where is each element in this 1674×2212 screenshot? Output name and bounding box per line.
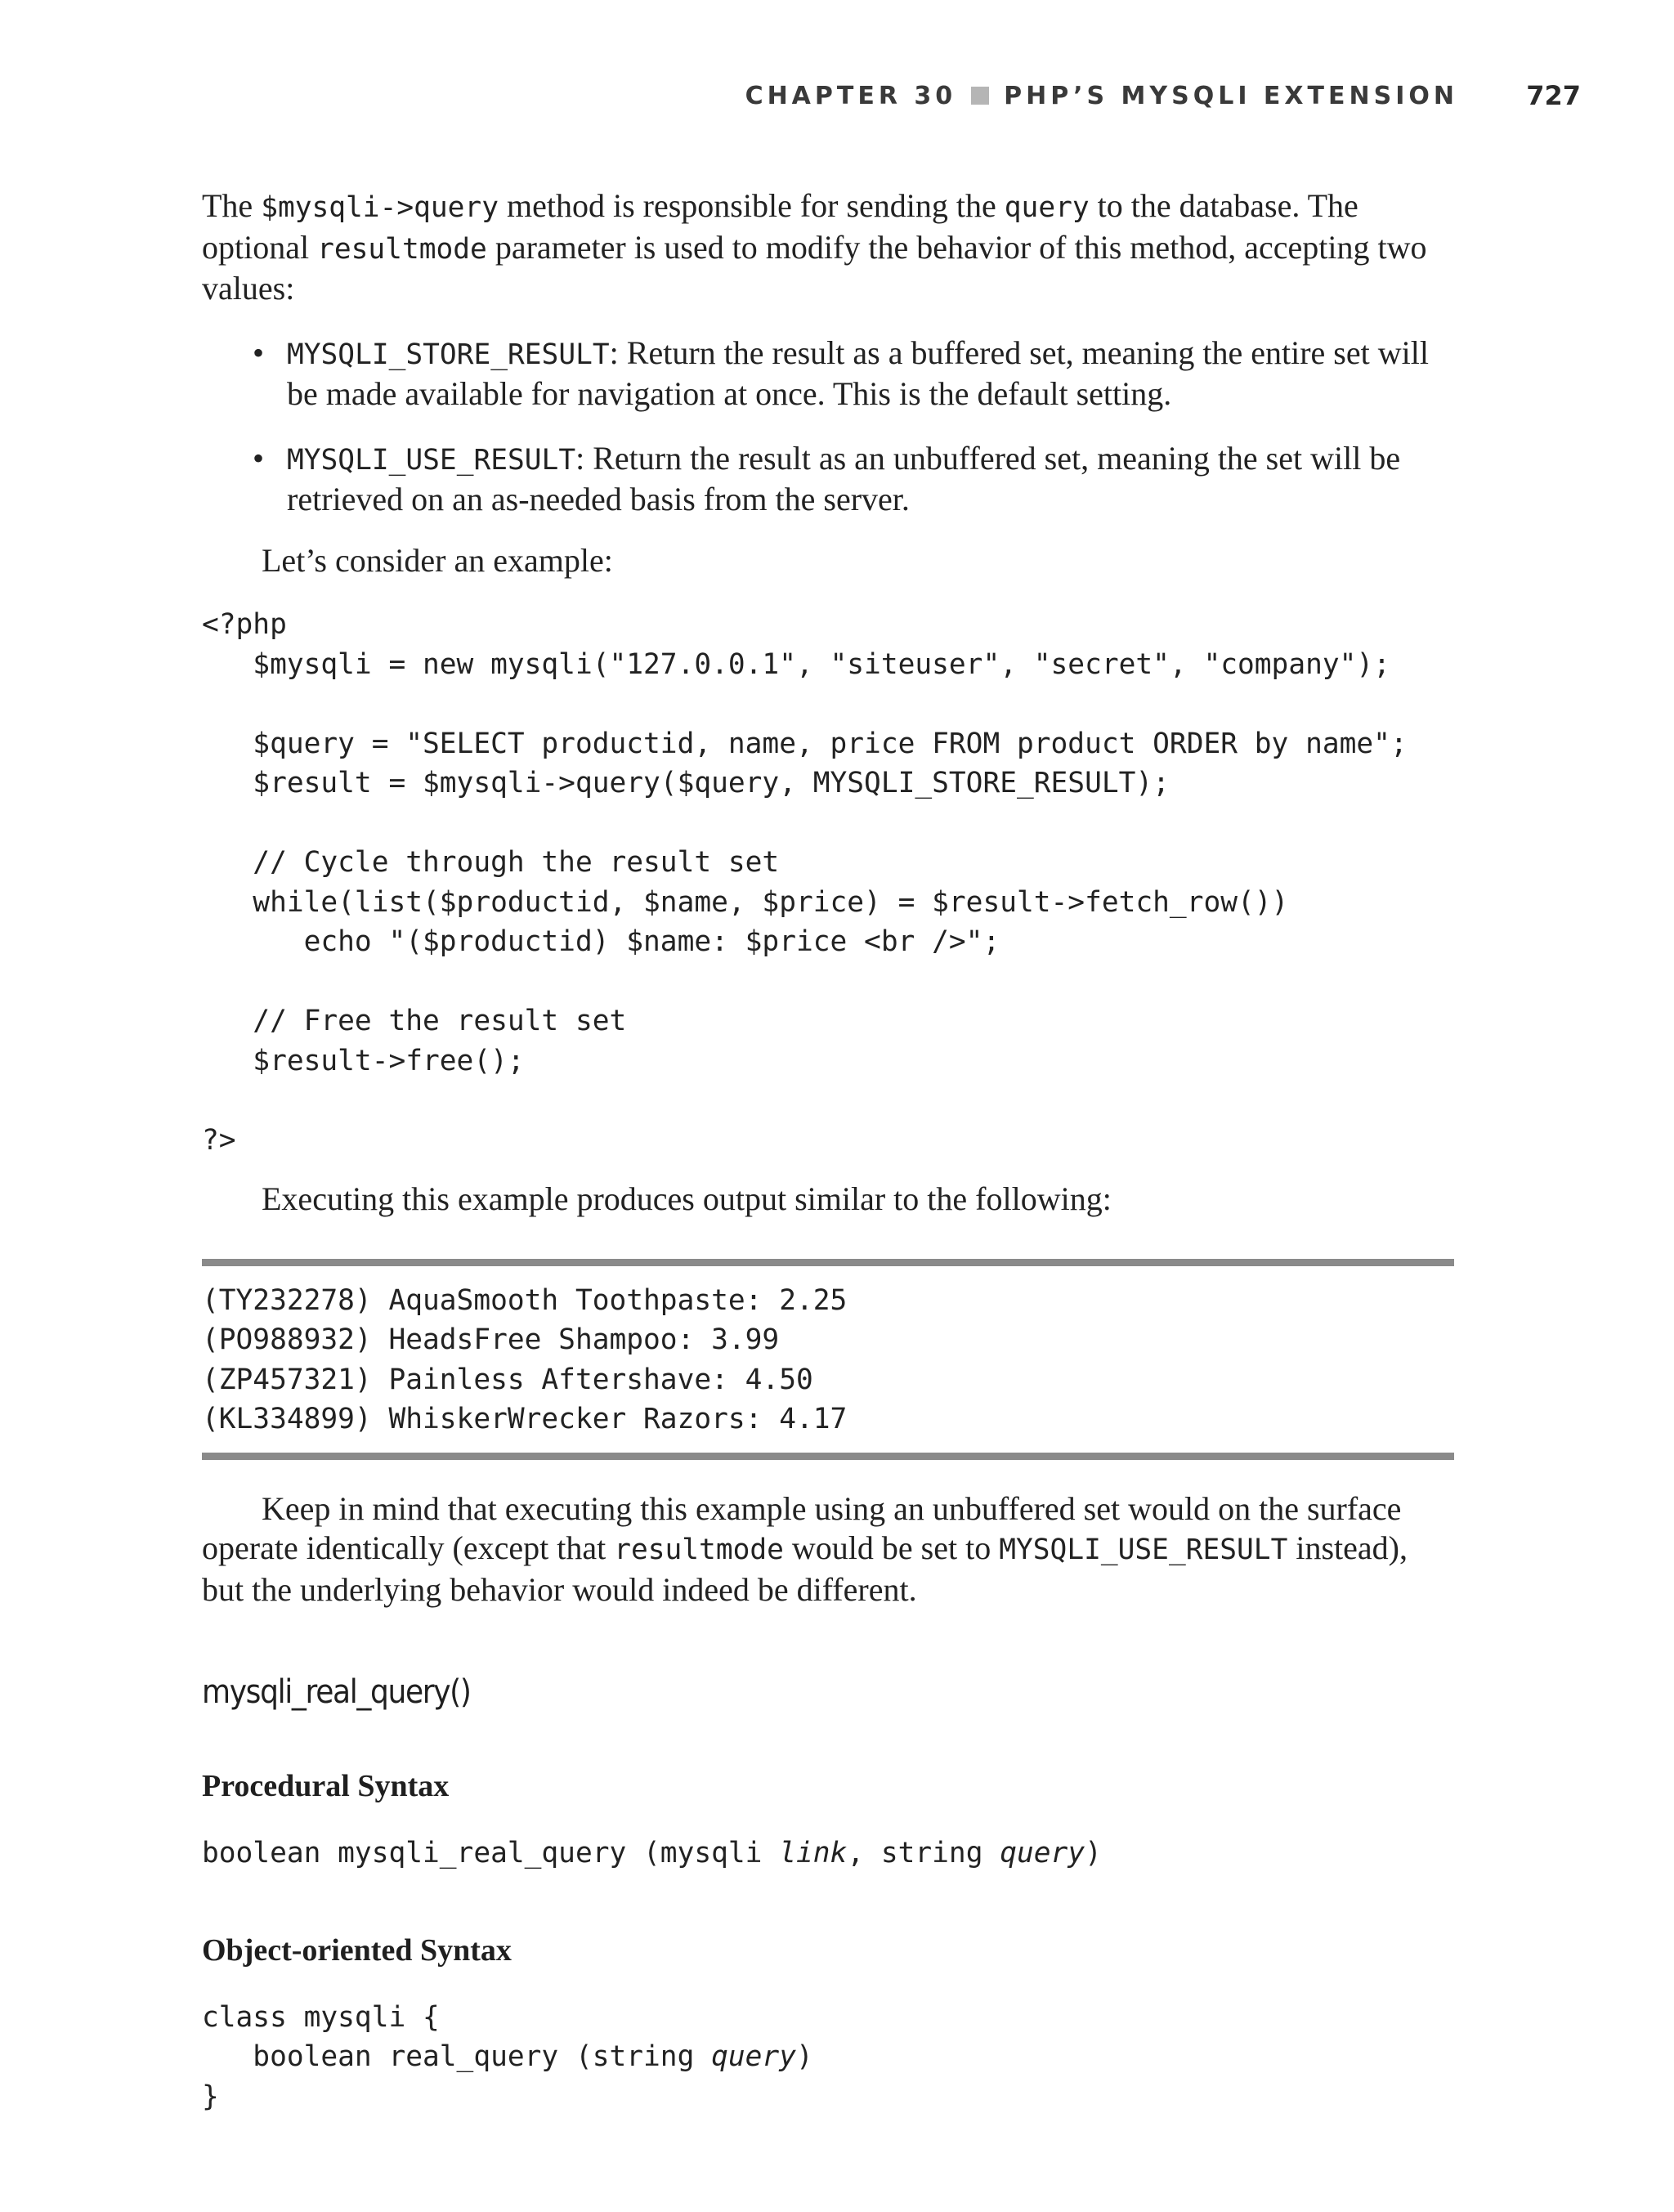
chapter-heading <box>745 82 1458 110</box>
section-title: mysqli_real_query() <box>202 1673 471 1711</box>
syntax-text: ) <box>1085 1837 1102 1869</box>
page-content <box>202 186 1454 2116</box>
chapter-label: CHAPTER 30 <box>745 82 957 110</box>
list-item-code: MYSQLI_STORE_RESULT <box>287 338 610 371</box>
note-code-1: resultmode <box>614 1534 784 1566</box>
list-item-text: : Return the result as an unbuffered set, meaning the set will be retrieved on an as-needed basis from the server. <box>287 439 1401 517</box>
intro-code-2: query <box>1004 191 1090 224</box>
page-number: 727 <box>1526 80 1581 111</box>
square-bullet-icon <box>971 87 989 105</box>
list-item <box>287 439 1454 520</box>
list-item-code: MYSQLI_USE_RESULT <box>287 443 576 477</box>
syntax-arg: link <box>779 1837 848 1869</box>
output-listing <box>202 1281 1454 1440</box>
note-text-3: instead), but the underlying behavior would indeed be different. <box>202 1529 1408 1608</box>
intro-code-1: $mysqli->query <box>261 191 499 224</box>
code-example: <?php $mysqli = new mysqli("127.0.0.1", "siteuser", "secret", "company"); $query = "SELECT productid, name, price FROM product ORDER by name"; $result = $mysqli->query($query, MYSQLI_STORE_RESULT); // Cycle through the result set while(list($productid, $name, $price) = $result->fetch_row()) echo "($productid) $name: $price <br />"; // Free the result set $result->free(); ?> <box>202 608 1408 1157</box>
chapter-title: PHP’S MYSQLI EXTENSION <box>1004 82 1458 110</box>
top-rule <box>202 1259 1454 1266</box>
intro-text-1: The <box>202 187 262 224</box>
syntax-text: ) <box>795 2040 813 2073</box>
oo-heading: Object-oriented Syntax <box>202 1932 512 1968</box>
syntax-arg: query <box>711 2040 796 2073</box>
syntax-text: } <box>202 2080 219 2113</box>
output-line: (KL334899) WhiskerWrecker Razors: 4.17 <box>202 1403 848 1435</box>
intro-text-2: method is responsible for sending the <box>498 187 1005 224</box>
intro-text-3: to the database. The optional <box>202 187 1358 266</box>
bottom-rule <box>202 1453 1454 1460</box>
syntax-text: , string <box>847 1837 1000 1869</box>
running-header <box>0 78 1674 119</box>
output-intro-paragraph: Executing this example produces output similar to the following: <box>262 1180 1112 1217</box>
intro-code-3: resultmode <box>317 232 487 266</box>
note-text-1: Keep in mind that executing this example using an unbuffered set would on the surface operate identically (except that <box>202 1489 1402 1566</box>
output-block <box>202 1259 1454 1460</box>
oo-syntax <box>202 1998 1454 2117</box>
note-paragraph <box>202 1489 1454 1610</box>
note-text-2: would be set to <box>783 1529 1000 1566</box>
output-line: (TY232278) AquaSmooth Toothpaste: 2.25 <box>202 1283 848 1317</box>
resultmode-list <box>202 334 1454 520</box>
intro-text-4: parameter is used to modify the behavior of this method, accepting two values: <box>202 228 1427 307</box>
syntax-text: boolean real_query (string <box>202 2040 712 2073</box>
list-item <box>287 334 1454 414</box>
note-code-2: MYSQLI_USE_RESULT <box>999 1534 1288 1566</box>
list-item-text: : Return the result as a buffered set, meaning the entire set will be made available for navigation at once. This is the default setting. <box>287 334 1429 412</box>
output-line: (ZP457321) Painless Aftershave: 4.50 <box>202 1363 813 1396</box>
syntax-text: class mysqli { <box>202 2000 440 2034</box>
syntax-arg: query <box>1000 1837 1085 1869</box>
procedural-heading: Procedural Syntax <box>202 1769 450 1803</box>
output-line: (PO988932) HeadsFree Shampoo: 3.99 <box>202 1323 780 1356</box>
lead-in-paragraph: Let’s consider an example: <box>262 541 613 579</box>
intro-paragraph <box>202 186 1454 309</box>
procedural-syntax <box>202 1834 1454 1874</box>
syntax-text: boolean mysqli_real_query (mysqli <box>202 1837 780 1869</box>
